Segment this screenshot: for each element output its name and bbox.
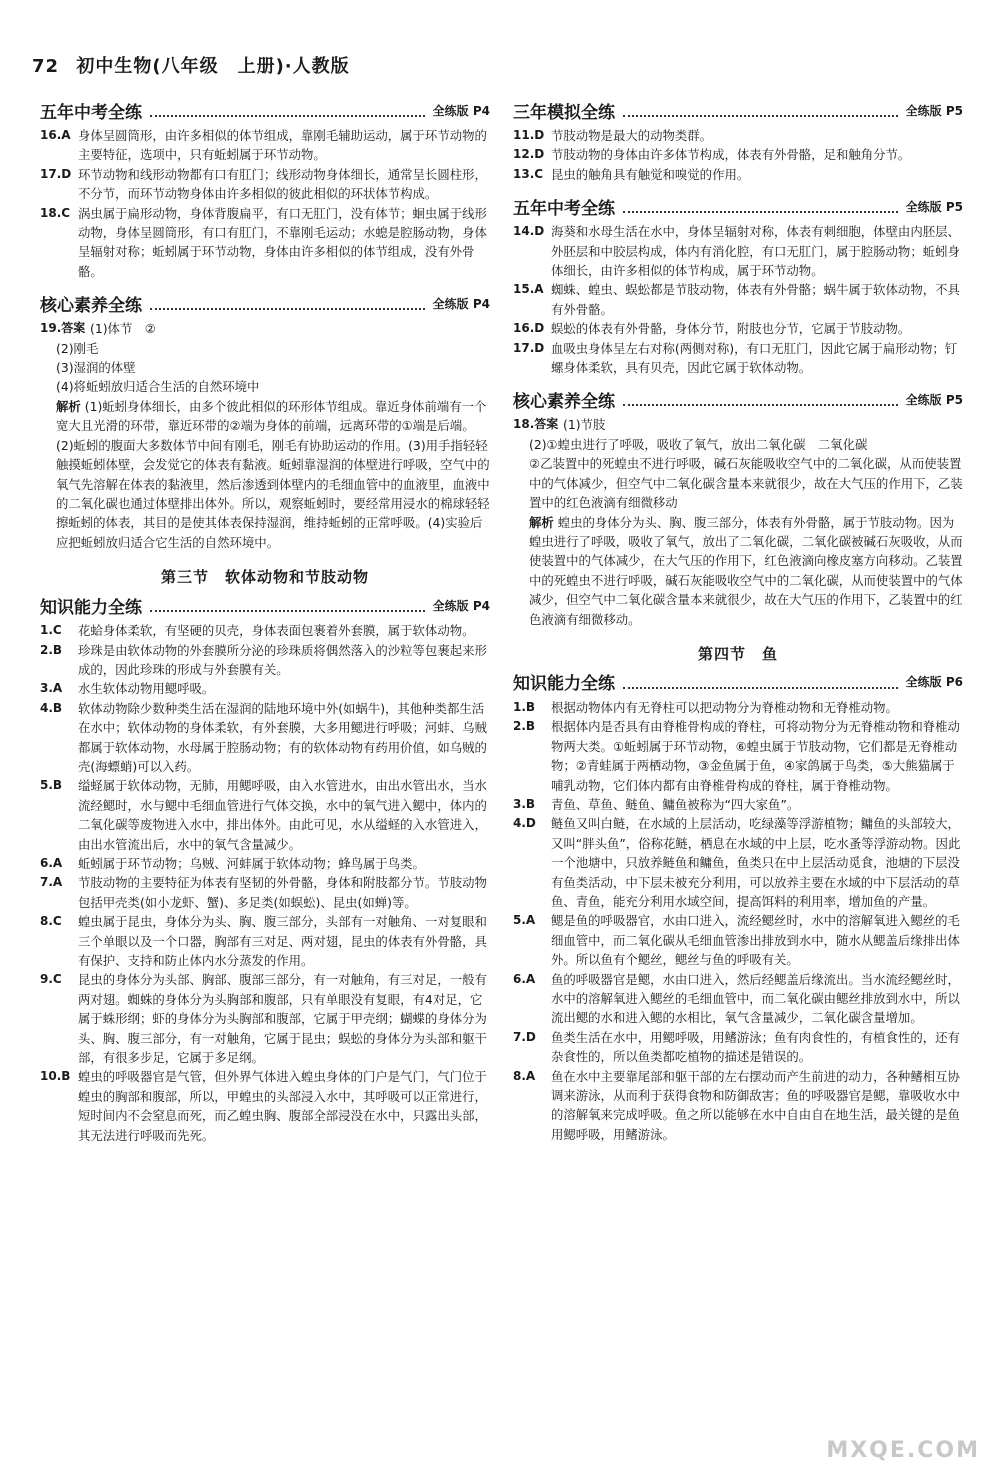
answer-subline: (2)刚毛 [56,340,99,356]
answer-item [513,145,963,164]
answer-number: 5.A [513,913,536,928]
answer-text: 根据体内是否具有由脊椎骨构成的脊柱，可将动物分为无脊椎动物和脊椎动物两大类。①蚯蚓属于环节动物，⑥蝗虫属于节肢动物，它们都是无脊椎动物；②青蛙属于两栖动物，③金鱼属于鱼，④家鸽属于鸟类，⑤大熊猫属于哺乳动物，它们体内都有由脊椎骨构成的脊柱，属于脊椎动物。 [551,719,960,793]
answer-number: 9.C [40,972,62,987]
answer-number: 2.B [40,642,63,657]
answer-number: 1.C [40,623,62,638]
answer-text: 节肢动物的身体由许多体节构成，体表有外骨骼，足和触角分节。 [551,147,911,163]
answer-text: 身体呈圆筒形，由许多相似的体节组成，靠刚毛辅助运动，属于环节动物的主要特征，选项中，只有蚯蚓属于环节动物。 [78,128,487,163]
answer-item [513,319,963,338]
section-header [513,98,963,122]
right-column [513,92,963,1144]
book-title: 初中生物(八年级 上册)·人教版 [76,56,350,77]
answer-item [40,854,490,873]
answer-item [513,339,963,378]
answer-number: 19.答案 [40,321,86,336]
left-column [40,92,490,1145]
answer-number: 10.B [40,1069,71,1084]
answer-text: 青鱼、草鱼、鲢鱼、鳙鱼被称为“四大家鱼”。 [551,796,800,812]
answer-text: 蜈蚣的体表有外骨骼，身体分节，附肢也分节，它属于节肢动物。 [551,321,911,337]
answer-number: 17.D [513,340,545,355]
answer-item [40,165,490,204]
edition-ref: 全练版 P6 [905,675,963,690]
answer-sublines [40,339,490,397]
answer-item [513,717,963,795]
answer-item [40,679,490,698]
answer-number: 3.B [513,796,536,811]
section-header [513,670,963,694]
answer-item [40,776,490,854]
answer-item [40,641,490,680]
answer-item [513,1067,963,1145]
answer-text: 软体动物除少数种类生活在湿润的陆地环境中外(如蜗牛)，其他种类都生活在水中；软体动物的身体柔软，有外套膜，大多用鳃进行呼吸；河蚌、乌贼都属于软体动物，水母属于腔肠动物；有的软体动物有药用价值，如乌贼的壳(海螵蛸)可以入药。 [78,700,487,774]
answer-number: 13.C [513,166,544,181]
answer-number: 17.D [40,166,72,181]
answer-item [513,1028,963,1067]
answer-text: 海葵和水母生活在水中，身体呈辐射对称，体表有刺细胞，体壁由内胚层、外胚层和中胶层构成，体内有消化腔，有口无肛门，属于腔肠动物；蚯蚓身体细长，由许多相似的体节构成，属于环节动物。 [551,224,960,279]
answer-item [513,126,963,145]
answer-number: 7.D [513,1029,536,1044]
dotted-leader [623,675,898,689]
answer-text: 鱼类生活在水中，用鳃呼吸，用鳍游泳；鱼有肉食性的，有植食性的，还有杂食性的，所以鱼类都吃植物的描述是错误的。 [551,1029,960,1065]
answer-number: 6.A [40,856,63,870]
edition-ref: 全练版 P4 [432,103,490,118]
page-number: 72 [32,56,60,77]
answer-number: 16.A [40,128,71,142]
answer-item [513,165,963,184]
answer-number: 3.A [40,681,63,696]
answer-item [40,699,490,777]
explanation-text: (1)蚯蚓身体细长，由多个彼此相似的环形体节组成。靠近身体前端有一个宽大且光滑的环带，靠近环带的②端为身体的前端，远离环带的①端是后端。(2)蚯蚓的腹面大多数体节中间有刚毛，刚毛有协助运动的作用。(3)用手指轻轻触摸蚯蚓体壁，会发觉它的体表有黏液。蚯蚓靠湿润的体壁进行呼吸，空气中的氧气先溶解在体表的黏液里，然后渗透到体壁内的毛细血管中的血液里，血液中的二氧化碳也通过体壁排出体外。所以，观察蚯蚓时，要经常用浸水的棉球轻轻擦蚯蚓的体表，其目的是使其体表保持湿润，维持蚯蚓的正常呼吸。(4)实验后应把蚯蚓放归适合它生活的自然环境中。 [56,398,490,550]
answer-item [40,873,490,912]
answer-subline: (2)①蝗虫进行了呼吸，吸收了氧气，放出二氧化碳 二氧化碳 [529,436,868,452]
section-header [40,98,490,122]
answer-list [513,222,963,377]
answer-item [40,621,490,640]
answer-text: 节肢动物是最大的动物类群。 [551,128,713,143]
answer-item [40,204,490,282]
answer-text: 鲢鱼又叫白鲢，在水域的上层活动，吃绿藻等浮游植物；鳙鱼的头部较大，又叫“胖头鱼”，俗称花鲢，栖息在水域的中上层，吃水蚤等浮游动物。因此一个池塘中，只放养鲢鱼和鳙鱼，鱼类只在中上层活动觅食，池塘的下层没有鱼类活动，中下层未被充分利用，可以放养主要在水域的中下层活动的草鱼、青鱼，能充分利用水域空间，提高饵料的利用率，增加鱼的产量。 [551,816,961,909]
answer-number: 6.A [513,971,536,986]
dotted-leader [150,296,425,310]
edition-ref: 全练版 P5 [905,103,963,118]
answer-subline: (4)将蚯蚓放归适合生活的自然环境中 [56,379,260,395]
answer-text: 鱼在水中主要靠尾部和躯干部的左右摆动而产生前进的动力，各种鳍相互协调来游泳，从而利于获得食物和防御敌害；鱼的呼吸器官是鳃，靠吸收水中的溶解氧来完成呼吸。鱼之所以能够在水中自由自在地生活，最关键的是鱼用鳃呼吸，用鳍游泳。 [551,1068,960,1142]
answer-number: 1.B [513,699,536,714]
answer-text: 水生软体动物用鳃呼吸。 [78,681,215,697]
answer-item [513,795,963,814]
answer-item [40,319,490,338]
explanation [513,513,963,629]
answer-item [40,970,490,1067]
answer-text: 蝗虫的呼吸器官是气管，但外界气体进入蝗虫身体的门户是气门，气门位于蝗虫的胸部和腹部，所以，甲蝗虫的头部浸入水中，其呼吸可以正常进行，短时间内不会窒息而死，而乙蝗虫胸、腹部全部浸没在水中，只露出头部，其无法进行呼吸而先死。 [78,1069,487,1143]
answer-list [513,126,963,184]
answer-text: 节肢动物的主要特征为体表有坚韧的外骨骼，身体和附肢都分节。节肢动物包括甲壳类(如小龙虾、蟹)、多足类(如蜈蚣)、昆虫(如蝉)等。 [78,875,487,910]
answer-text: (1)体节 ② [90,321,156,337]
section-title: 三年模拟全练 [513,102,615,123]
answer-text: 血吸虫身体呈左右对称(两侧对称)，有口无肛门，因此它属于扁形动物；钉螺身体柔软，具有贝壳，因此它属于软体动物。 [551,340,958,376]
answer-number: 4.D [513,816,536,831]
answer-text: 花蛤身体柔软，有坚硬的贝壳，身体表面包裹着外套膜，属于软体动物。 [78,623,475,639]
answer-item [513,970,963,1028]
answer-number: 8.C [40,914,62,929]
answer-text: (1)节肢 [563,417,606,433]
dotted-leader [150,598,425,612]
answer-number: 11.D [513,128,545,142]
answer-item [513,698,963,717]
answer-text: 根据动物体内有无脊柱可以把动物分为脊椎动物和无脊椎动物。 [551,699,898,715]
dotted-leader [623,199,898,213]
answer-number: 4.B [40,700,63,715]
answer-list [40,621,490,1145]
answer-text: 蚯蚓属于环节动物；乌贼、河蚌属于软体动物；蜂鸟属于鸟类。 [78,856,425,871]
edition-ref: 全练版 P5 [905,199,963,214]
dotted-leader [623,392,898,406]
chapter-heading: 第四节 鱼 [697,644,778,663]
answer-item [513,814,963,911]
section-title: 核心素养全练 [40,295,142,316]
answer-item [40,1067,490,1145]
edition-ref: 全练版 P5 [905,392,963,407]
answer-item [513,222,963,280]
section-title: 五年中考全练 [40,102,142,123]
chapter-heading: 第三节 软体动物和节肢动物 [160,568,369,587]
answer-item [513,911,963,969]
dotted-leader [150,103,425,117]
answer-text: 蝗虫属于昆虫，身体分为头、胸、腹三部分，头部有一对触角、一对复眼和三个单眼以及一个口器，胸部有三对足、两对翅，昆虫的体表有外骨骼，具有保护、支持和防止体内水分蒸发的作用。 [78,914,487,969]
answer-text: 环节动物和线形动物都有口有肛门；线形动物身体细长，通常呈长圆柱形，不分节，而环节动物身体由许多相似的彼此相似的环状体节构成。 [78,166,487,202]
answer-sublines [513,435,963,513]
answer-subline: (3)湿润的体壁 [56,360,136,376]
edition-ref: 全练版 P4 [432,296,490,311]
answer-list [40,126,490,281]
section-header [513,387,963,411]
explanation-label: 解析 [529,514,554,530]
answer-list [513,698,963,1144]
answer-number: 15.A [513,282,544,297]
answer-number: 5.B [40,778,63,793]
answer-text: 蜘蛛、蝗虫、蜈蚣都是节肢动物，体表有外骨骼；蜗牛属于软体动物，不具有外骨骼。 [551,282,960,317]
explanation-text: 蝗虫的身体分为头、胸、腹三部分，体表有外骨骼，属于节肢动物。因为蝗虫进行了呼吸，吸收了氧气，放出了二氧化碳，二氧化碳被碱石灰吸收，从而使装置中的气体减少，在大气压的作用下，红色液滴向橡皮塞方向移动。乙装置中的死蝗虫不进行呼吸，碱石灰能吸收空气中的二氧化碳，从而使装置中的气体减少，但空气中二氧化碳含量本来就很少，故在大气压的作用下，乙装置中的红色液滴有细微移动。 [529,514,963,627]
answer-text: 鳃是鱼的呼吸器官，水由口进入，流经鳃丝时，水中的溶解氧进入鳃丝的毛细血管中，而二氧化碳从毛细血管渗出排放到水中，随水从鳃盖后缘排出体外。所以鱼有个鳃丝，鳃丝与鱼的呼吸有关。 [551,913,960,968]
answer-item [513,280,963,319]
section-header [40,291,490,315]
answer-text: 昆虫的身体分为头部、胸部、腹部三部分，有一对触角，有三对足，一般有两对翅。蜘蛛的身体分为头胸部和腹部，只有单眼没有复眼，有4对足，它属于蛛形纲；虾的身体分为头胸部和腹部，它属于甲壳纲；蝴蝶的身体分为头、胸、腹三部分，有一对触角，它属于昆虫；蜈蚣的身体分为头部和躯干部，有很多步足，它属于多足纲。 [78,972,487,1066]
page-header [32,52,350,78]
edition-ref: 全练版 P4 [432,598,490,613]
answer-number: 12.D [513,147,545,162]
answer-text: 昆虫的触角具有触觉和嗅觉的作用。 [551,166,750,182]
answer-text: 鱼的呼吸器官是鳃，水由口进入，然后经鳃盖后缘流出。当水流经鳃丝时，水中的溶解氧进入鳃丝的毛细血管中，而二氧化碳由鳃丝排放到水中，所以流出鳃的水和进入鳃的水相比，氧气含量减少，二氧化碳含量增加。 [551,971,960,1026]
explanation [40,397,490,552]
section-header [513,194,963,218]
explanation-label: 解析 [56,398,81,414]
answer-number: 2.B [513,719,536,734]
answer-number: 8.A [513,1068,536,1083]
section-title: 知识能力全练 [40,597,142,618]
answer-subline: ②乙装置中的死蝗虫不进行呼吸，碱石灰能吸收空气中的二氧化碳，从而使装置中的气体减少，但空气中二氧化碳含量本来就很少，故在大气压的作用下，乙装置中的红色液滴有细微移动 [529,456,963,511]
answer-number: 14.D [513,224,545,239]
answer-text: 缢蛏属于软体动物，无肺，用鳃呼吸，由入水管进水，由出水管出水，当水流经鳃时，水与鳃中毛细血管进行气体交换，水中的氧气进入鳃中，体内的二氧化碳等废物进入水中，排出体外。由此可见，水从缢蛏的入水管进入，由出水管流出后，水中的氧气含量减少。 [78,778,487,852]
answer-item [513,415,963,434]
answer-text: 珍珠是由软体动物的外套膜所分泌的珍珠质将偶然落入的沙粒等包裹起来形成的，因此珍珠的形成与外套膜有关。 [78,642,487,677]
answer-number: 18.答案 [513,417,559,432]
watermark-logo: MXQE.COM [826,1438,980,1463]
answer-number: 18.C [40,205,71,220]
answer-item [40,126,490,165]
section-title: 五年中考全练 [513,198,615,219]
answer-number: 16.D [513,321,545,336]
section-title: 核心素养全练 [513,391,615,412]
dotted-leader [623,103,898,117]
answer-text: 涡虫属于扁形动物，身体背腹扁平，有口无肛门，没有体节；蛔虫属于线形动物，身体呈圆筒形，有口有肛门，不靠刚毛运动；水螅是腔肠动物，身体呈辐射对称；蚯蚓属于环节动物，身体由许多相似的体节组成，没有外骨骼。 [78,205,487,279]
answer-item [40,912,490,970]
section-title: 知识能力全练 [513,674,615,695]
section-header [40,593,490,617]
answer-number: 7.A [40,875,63,890]
